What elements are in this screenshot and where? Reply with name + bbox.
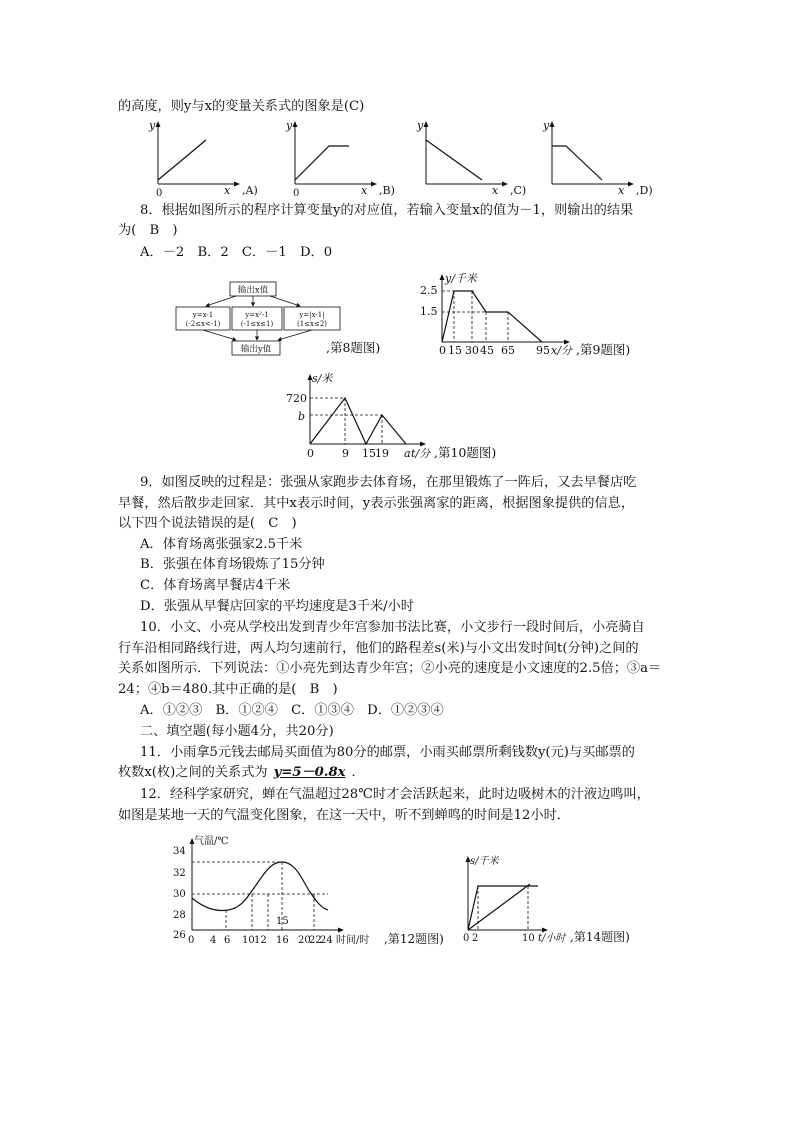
q14-xlabel: t/小时 <box>538 933 566 944</box>
svg-text:x: x <box>492 184 499 197</box>
q11-line2 <box>118 764 365 782</box>
q12-xtick: 10 <box>242 935 255 946</box>
q8-flowchart <box>172 280 400 358</box>
svg-text:y: y <box>417 119 424 132</box>
q9-option-a: A．体育场离张强家2.5千米 <box>140 537 303 552</box>
q12-ytick: 28 <box>173 910 186 921</box>
q10-xtick: 9 <box>342 447 349 460</box>
svg-text:0: 0 <box>293 188 300 198</box>
q9-xtick: 45 <box>480 344 494 357</box>
q9-line2: 早餐，然后散步走回家．其中x表示时间，y表示张强离家的距离，根据图象提供的信息， <box>118 496 635 511</box>
q12-xtick: 16 <box>276 935 289 946</box>
q10-figure <box>286 368 516 464</box>
q7-text: 的高度，则y与x的变量关系式的图象是(C) <box>118 99 365 114</box>
q9-line1: 9．如图反映的过程是：张强从家跑步去体育场，在那里锻炼了一阵后，又去早餐店吃 <box>140 475 637 490</box>
q12-line1: 12．经科学家研究，蝉在气温超过28℃时才会活跃起来，此时边吸树木的汁液边鸣叫， <box>140 787 650 802</box>
q10-xtick: a <box>404 447 411 460</box>
q10-xtick: 0 <box>307 447 314 460</box>
svg-text:y: y <box>149 119 156 132</box>
q10-xtick: 19 <box>375 447 389 460</box>
q14-ylabel: s/千米 <box>470 856 499 867</box>
q14-figure <box>458 848 658 948</box>
q10-line1: 10．小文、小亮从学校出发到青少年宫参加书法比赛，小文步行一段时间后，小亮骑自 <box>140 620 645 635</box>
q12-xtick: 6 <box>224 935 231 946</box>
q10-caption: ,第10题图) <box>434 445 497 460</box>
q9-option-b: B．张强在体育场锻炼了15分钟 <box>140 557 325 572</box>
q14-xtick: 0 <box>463 933 470 944</box>
flow-box2-formula: y=x²-1 <box>245 311 269 319</box>
q11-line2-end: ． <box>351 765 365 780</box>
q9-ytick: 2.5 <box>420 284 438 297</box>
q12-xtick: 12 <box>254 935 267 946</box>
q9-ytick: 1.5 <box>420 305 438 318</box>
q10-options: A．①②③ B．①②④ C．①③④ D．①②③④ <box>140 703 444 718</box>
q10-line4: 24；④b＝480.其中正确的是( B ) <box>118 682 338 697</box>
q12-ytick: 34 <box>173 846 186 857</box>
q8-line1: 8．根据如图所示的程序计算变量y的对应值，若输入变量x的值为－1，则输出的结果 <box>140 203 634 218</box>
q10-line2: 行车沿相同路线行进，两人均匀速前行，他们的路程差s(米)与小文出发时间t(分钟)之间的 <box>118 641 639 656</box>
section-heading: 二、填空题(每小题4分，共20分) <box>140 724 334 739</box>
q9-ylabel: y/千米 <box>445 272 477 285</box>
q12-xtick: 20 <box>298 935 311 946</box>
q14-xtick: 2 <box>472 933 479 944</box>
q12-ytick: 30 <box>173 889 186 900</box>
q8-caption: ,第8题图) <box>326 340 381 355</box>
option-c-label: ,C) <box>510 184 527 197</box>
q12-line2: 如图是某地一天的气温变化图象，在这一天中，听不到蝉鸣的时间是12小时． <box>118 808 570 823</box>
q9-xtick: 15 <box>448 344 462 357</box>
q12-ylabel: 气温/℃ <box>194 836 229 847</box>
q7-graph-c <box>416 118 536 198</box>
svg-text:x: x <box>361 184 368 197</box>
q9-xtick: 95 <box>536 344 550 357</box>
q14-xtick: 10 <box>522 933 535 944</box>
q12-caption: ,第12题图) <box>384 932 444 946</box>
flow-box1-formula: y=x-1 <box>192 311 214 319</box>
q10-line3: 关系如图所示．下列说法：①小亮先到达青少年宫；②小亮的速度是小文速度的2.5倍；③a＝ <box>118 661 662 676</box>
flow-box3-domain: (1≤x≤2) <box>296 320 328 328</box>
q14-caption: ,第14题图) <box>570 930 630 944</box>
q12-xtick: 4 <box>210 935 217 946</box>
q7-graph-b <box>285 118 405 198</box>
q8-line2: 为( B ) <box>118 223 178 238</box>
svg-text:x: x <box>618 184 625 197</box>
q12-figure <box>170 830 460 950</box>
q7-graph-a <box>148 118 258 198</box>
q9-line3: 以下四个说法错误的是( C ) <box>118 516 297 531</box>
option-d-label: ,D) <box>636 184 653 197</box>
q12-ytick: 32 <box>173 868 186 879</box>
option-a-label: ,A) <box>242 184 258 197</box>
svg-text:x: x <box>224 184 231 197</box>
q10-ytick: b <box>298 410 306 423</box>
q12-xtick: 0 <box>188 935 195 946</box>
q9-figure <box>418 270 658 360</box>
q10-ytick: 720 <box>286 392 307 405</box>
svg-text:y: y <box>543 119 550 132</box>
q10-xlabel: t/分 <box>411 447 431 460</box>
q9-option-c: C．体育场离早餐店4千米 <box>140 578 291 593</box>
q11-line1: 11．小雨拿5元钱去邮局买面值为80分的邮票，小雨买邮票所剩钱数y(元)与买邮票的 <box>140 745 635 760</box>
q12-xlabel: 时间/时 <box>336 935 370 946</box>
svg-text:0: 0 <box>156 188 163 198</box>
q10-xtick: 15 <box>362 447 376 460</box>
q11-answer: y=5－0.8x <box>273 765 346 780</box>
q9-xtick: 65 <box>501 344 515 357</box>
q9-xtick: 0 <box>439 344 446 357</box>
flow-box2-domain: (-1≤x≤1) <box>240 320 274 328</box>
q10-ylabel: s/米 <box>312 372 333 385</box>
q12-mark: 15 <box>276 916 289 927</box>
q12-xtick: 24 <box>320 935 333 946</box>
flow-box3-formula: y=|x-1| <box>299 311 325 319</box>
q12-xtick: 22 <box>309 935 322 946</box>
flow-box1-domain: (-2≤x<-1) <box>185 320 221 328</box>
q9-xtick: 30 <box>465 344 479 357</box>
flow-output: 输出y值 <box>240 344 272 355</box>
option-b-label: ,B) <box>379 184 395 197</box>
q9-xlabel: x/分 <box>551 344 572 357</box>
q9-option-d: D．张强从早餐店回家的平均速度是3千米/小时 <box>140 599 414 614</box>
q7-graph-d <box>542 118 668 198</box>
q12-ytick: 26 <box>173 930 186 941</box>
q8-options: A．－2 B．2 C．－1 D．0 <box>140 245 333 260</box>
q11-line2-text: 枚数x(枚)之间的关系式为 <box>118 765 268 780</box>
q9-caption: ,第9题图) <box>576 342 631 357</box>
flow-input: 输出x值 <box>237 285 269 296</box>
svg-text:y: y <box>286 119 293 132</box>
